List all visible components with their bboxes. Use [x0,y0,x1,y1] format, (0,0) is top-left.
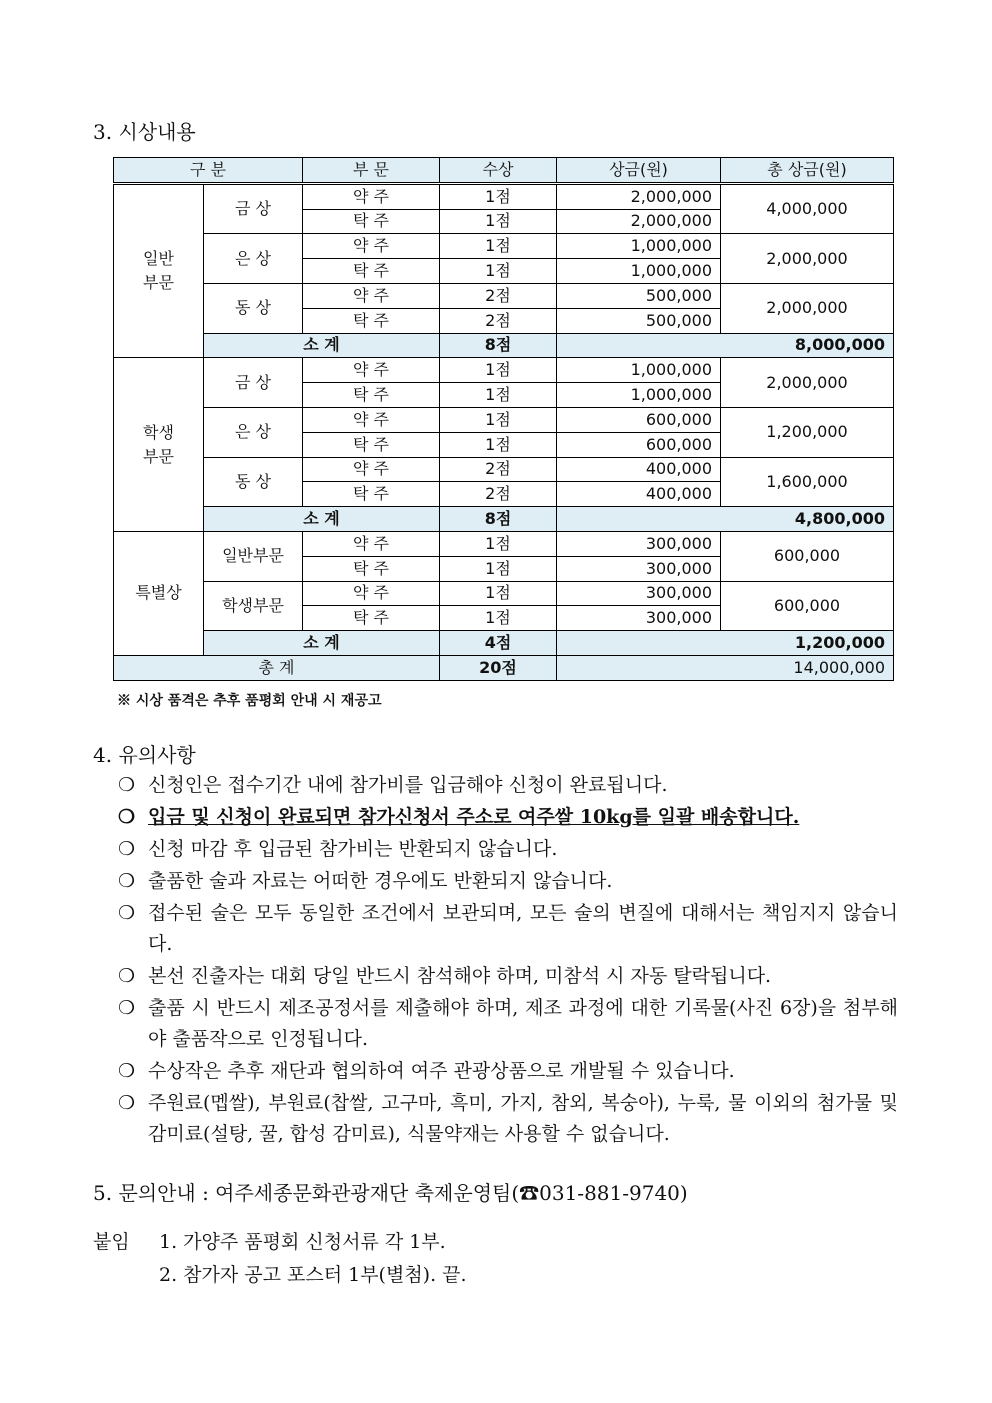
award-count: 1점 [440,531,557,556]
prize-amount: 600,000 [557,432,721,457]
table-row [114,283,894,308]
liquor-type: 탁 주 [303,308,440,333]
prize-amount: 300,000 [557,606,721,631]
attachment-label: 붙임 [93,1231,130,1253]
award-count: 1점 [440,358,557,383]
prize-amount: 600,000 [557,407,721,432]
prize-table [113,157,894,681]
group-student: 학생 부문 [114,358,204,532]
total-prize: 600,000 [721,581,894,631]
special-student-label: 학생부문 [204,581,303,631]
total-prize: 4,000,000 [721,183,894,234]
prize-amount: 1,000,000 [557,358,721,383]
caution-text: 출품한 술과 자료는 어떠한 경우에도 반환되지 않습니다. [148,870,613,892]
prize-amount: 1,000,000 [557,234,721,259]
list-item [118,961,898,992]
prize-amount: 1,000,000 [557,259,721,284]
caution-text: 접수된 술은 모두 동일한 조건에서 보관되며, 모든 술의 변질에 대해서는 책임지지 않습니다. [148,902,898,955]
liquor-type: 약 주 [303,407,440,432]
attachments [93,1226,467,1292]
caution-text: 신청 마감 후 입금된 참가비는 반환되지 않습니다. [148,838,558,860]
list-item [118,1088,898,1150]
award-count: 1점 [440,234,557,259]
subtotal-count: 8점 [440,333,557,358]
table-row [114,234,894,259]
liquor-type: 탁 주 [303,383,440,408]
total-prize: 1,200,000 [721,407,894,457]
award-count: 1점 [440,432,557,457]
liquor-type: 탁 주 [303,432,440,457]
award-bronze: 동 상 [204,457,303,507]
group-general: 일반 부문 [114,183,204,358]
subtotal-amount: 4,800,000 [557,507,894,532]
list-item [118,834,898,865]
table-row [114,581,894,606]
award-count: 2점 [440,283,557,308]
caution-text: 신청인은 접수기간 내에 참가비를 입금해야 신청이 완료됩니다. [148,774,668,796]
caution-text: 수상작은 추후 재단과 협의하여 여주 관광상품으로 개발될 수 있습니다. [148,1060,735,1082]
award-silver: 은 상 [204,234,303,284]
caution-text: 본선 진출자는 대회 당일 반드시 참석해야 하며, 미참석 시 자동 탈락됩니다. [148,965,772,987]
liquor-type: 탁 주 [303,556,440,581]
special-general-label: 일반부문 [204,531,303,581]
list-item [118,898,898,960]
award-count: 1점 [440,581,557,606]
attachment-line [93,1259,467,1292]
caution-list [118,770,898,1151]
header-award-count: 수상 [440,158,557,184]
award-count: 2점 [440,457,557,482]
attachment-item: 2. 참가자 공고 포스터 1부(별첨). 끝. [159,1264,467,1286]
liquor-type: 약 주 [303,234,440,259]
table-row [114,457,894,482]
attachment-line [93,1226,467,1259]
subtotal-row [114,333,894,358]
subtotal-label: 소 계 [204,333,440,358]
section-5-contact: 5. 문의안내 : 여주세종문화관광재단 축제운영팀(☎031-881-9740) [93,1181,688,1205]
grand-total-count: 20점 [440,655,557,680]
award-count: 1점 [440,209,557,234]
prize-amount: 500,000 [557,283,721,308]
grand-total-amount: 14,000,000 [557,655,894,680]
caution-text: 출품 시 반드시 제조공정서를 제출해야 하며, 제조 과정에 대한 기록물(사진 6장)을 첨부해야 출품작으로 인정됩니다. [148,997,898,1050]
circle-bullet-icon: ❍ [118,870,136,892]
subtotal-row [114,507,894,532]
list-item [118,993,898,1055]
prize-amount: 300,000 [557,581,721,606]
prize-amount: 400,000 [557,482,721,507]
subtotal-count: 8점 [440,507,557,532]
circle-bullet-icon: ❍ [118,997,136,1019]
subtotal-label: 소 계 [204,631,440,656]
award-note: ※ 시상 품격은 추후 품평회 안내 시 재공고 [117,693,382,709]
section-4-title: 4. 유의사항 [93,743,196,767]
liquor-type: 약 주 [303,358,440,383]
table-row [114,183,894,209]
award-gold: 금 상 [204,358,303,408]
award-silver: 은 상 [204,407,303,457]
liquor-type: 약 주 [303,531,440,556]
list-item [118,1056,898,1087]
list-item [118,802,898,833]
liquor-type: 약 주 [303,283,440,308]
liquor-type: 약 주 [303,581,440,606]
table-row [114,358,894,383]
prize-amount: 1,000,000 [557,383,721,408]
grand-total-label: 총 계 [114,655,440,680]
liquor-type: 탁 주 [303,209,440,234]
award-count: 2점 [440,308,557,333]
total-prize: 2,000,000 [721,234,894,284]
award-count: 1점 [440,606,557,631]
total-prize: 600,000 [721,531,894,581]
table-row [114,531,894,556]
attachment-item: 1. 가양주 품평회 신청서류 각 1부. [159,1231,446,1253]
circle-bullet-icon: ❍ [118,902,136,924]
prize-amount: 300,000 [557,531,721,556]
liquor-type: 약 주 [303,183,440,209]
grand-total-row [114,655,894,680]
prize-amount: 400,000 [557,457,721,482]
circle-bullet-icon: ❍ [118,1060,136,1082]
liquor-type: 탁 주 [303,259,440,284]
award-count: 1점 [440,407,557,432]
table-header-row [114,158,894,184]
circle-bullet-icon: ❍ [118,838,136,860]
circle-bullet-icon: ❍ [118,965,136,987]
list-item [118,866,898,897]
table-row [114,407,894,432]
prize-amount: 2,000,000 [557,183,721,209]
subtotal-row [114,631,894,656]
header-total-prize: 총 상금(원) [721,158,894,184]
caution-text: 입금 및 신청이 완료되면 참가신청서 주소로 여주쌀 10kg를 일괄 배송합니다. [148,806,800,828]
group-special: 특별상 [114,531,204,655]
award-count: 1점 [440,259,557,284]
prize-amount: 500,000 [557,308,721,333]
award-count: 1점 [440,383,557,408]
award-count: 1점 [440,556,557,581]
award-bronze: 동 상 [204,283,303,333]
circle-bullet-icon: ❍ [118,806,136,828]
liquor-type: 탁 주 [303,482,440,507]
subtotal-amount: 8,000,000 [557,333,894,358]
caution-text: 주원료(멥쌀), 부원료(찹쌀, 고구마, 흑미, 가지, 참외, 복숭아), 누룩, 물 이외의 첨가물 및 감미료(설탕, 꿀, 합성 감미료), 식물약재는 사용할 수 없습니다. [148,1092,898,1145]
circle-bullet-icon: ❍ [118,1092,136,1114]
award-count: 2점 [440,482,557,507]
award-count: 1점 [440,183,557,209]
subtotal-label: 소 계 [204,507,440,532]
total-prize: 2,000,000 [721,283,894,333]
section-3-title: 3. 시상내용 [93,120,196,144]
circle-bullet-icon: ❍ [118,774,136,796]
liquor-type: 탁 주 [303,606,440,631]
subtotal-amount: 1,200,000 [557,631,894,656]
total-prize: 1,600,000 [721,457,894,507]
header-prize: 상금(원) [557,158,721,184]
total-prize: 2,000,000 [721,358,894,408]
prize-amount: 300,000 [557,556,721,581]
list-item [118,770,898,801]
liquor-type: 약 주 [303,457,440,482]
header-division: 부 문 [303,158,440,184]
prize-amount: 2,000,000 [557,209,721,234]
subtotal-count: 4점 [440,631,557,656]
header-category: 구 분 [114,158,303,184]
award-gold: 금 상 [204,183,303,234]
